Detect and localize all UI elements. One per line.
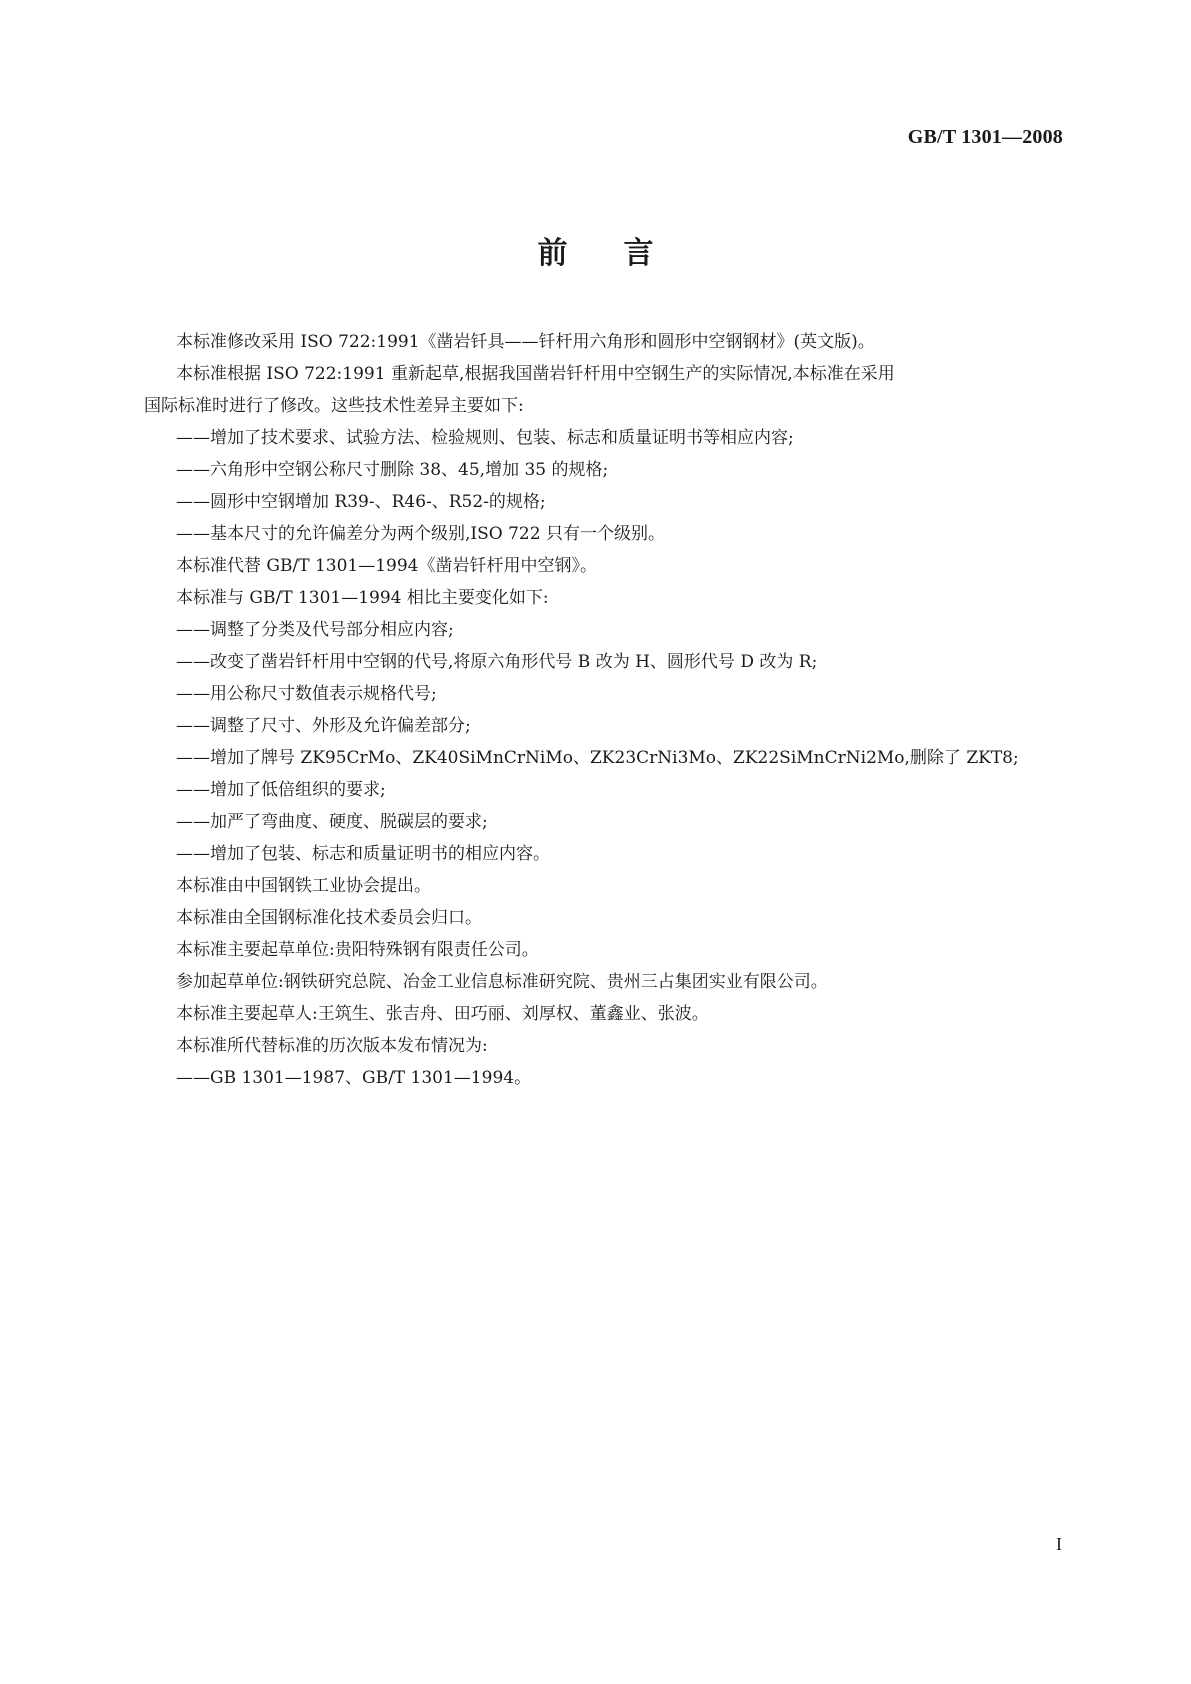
paragraph: 本标准所代替标准的历次版本发布情况为: — [176, 1036, 488, 1056]
paragraph: 本标准由全国钢标准化技术委员会归口。 — [176, 908, 482, 928]
paragraph: 本标准修改采用 ISO 722:1991《凿岩钎具——钎杆用六角形和圆形中空钢钢材》(英文版)。 — [176, 332, 875, 352]
list-item: ——改变了凿岩钎杆用中空钢的代号,将原六角形代号 B 改为 H、圆形代号 D 改为 R; — [176, 652, 818, 672]
list-item: ——六角形中空钢公称尺寸删除 38、45,增加 35 的规格; — [176, 460, 609, 480]
list-item: ——圆形中空钢增加 R39-、R46-、R52-的规格; — [176, 492, 546, 512]
paragraph: 本标准代替 GB/T 1301—1994《凿岩钎杆用中空钢》。 — [176, 556, 597, 576]
paragraph: 本标准与 GB/T 1301—1994 相比主要变化如下: — [176, 588, 549, 608]
list-item: ——增加了低倍组织的要求; — [176, 780, 386, 800]
list-item: ——增加了牌号 ZK95CrMo、ZK40SiMnCrNiMo、ZK23CrNi3Mo、ZK22SiMnCrNi2Mo,删除了 ZKT8; — [176, 748, 1019, 768]
paragraph: 本标准主要起草单位:贵阳特殊钢有限责任公司。 — [176, 940, 539, 960]
list-item: ——调整了尺寸、外形及允许偏差部分; — [176, 716, 471, 736]
list-item: ——增加了技术要求、试验方法、检验规则、包装、标志和质量证明书等相应内容; — [176, 428, 794, 448]
list-item: ——GB 1301—1987、GB/T 1301—1994。 — [176, 1068, 532, 1088]
paragraph: 本标准根据 ISO 722:1991 重新起草,根据我国凿岩钎杆用中空钢生产的实际情况,本标准在采用 — [176, 364, 895, 384]
list-item: ——增加了包装、标志和质量证明书的相应内容。 — [176, 844, 550, 864]
standard-code: GB/T 1301—2008 — [907, 126, 1063, 148]
list-item: ——调整了分类及代号部分相应内容; — [176, 620, 454, 640]
list-item: ——用公称尺寸数值表示规格代号; — [176, 684, 437, 704]
paragraph-continuation: 国际标准时进行了修改。这些技术性差异主要如下: — [144, 396, 524, 416]
paragraph: 本标准由中国钢铁工业协会提出。 — [176, 876, 431, 896]
foreword-body — [144, 326, 1056, 1094]
list-item: ——加严了弯曲度、硬度、脱碳层的要求; — [176, 812, 488, 832]
page-number: I — [1056, 1534, 1062, 1554]
page-title: 前言 — [537, 236, 710, 271]
list-item: ——基本尺寸的允许偏差分为两个级别,ISO 722 只有一个级别。 — [176, 524, 665, 544]
paragraph: 本标准主要起草人:王筑生、张吉舟、田巧丽、刘厚权、董鑫业、张波。 — [176, 1004, 709, 1024]
paragraph: 参加起草单位:钢铁研究总院、冶金工业信息标准研究院、贵州三占集团实业有限公司。 — [176, 972, 828, 992]
